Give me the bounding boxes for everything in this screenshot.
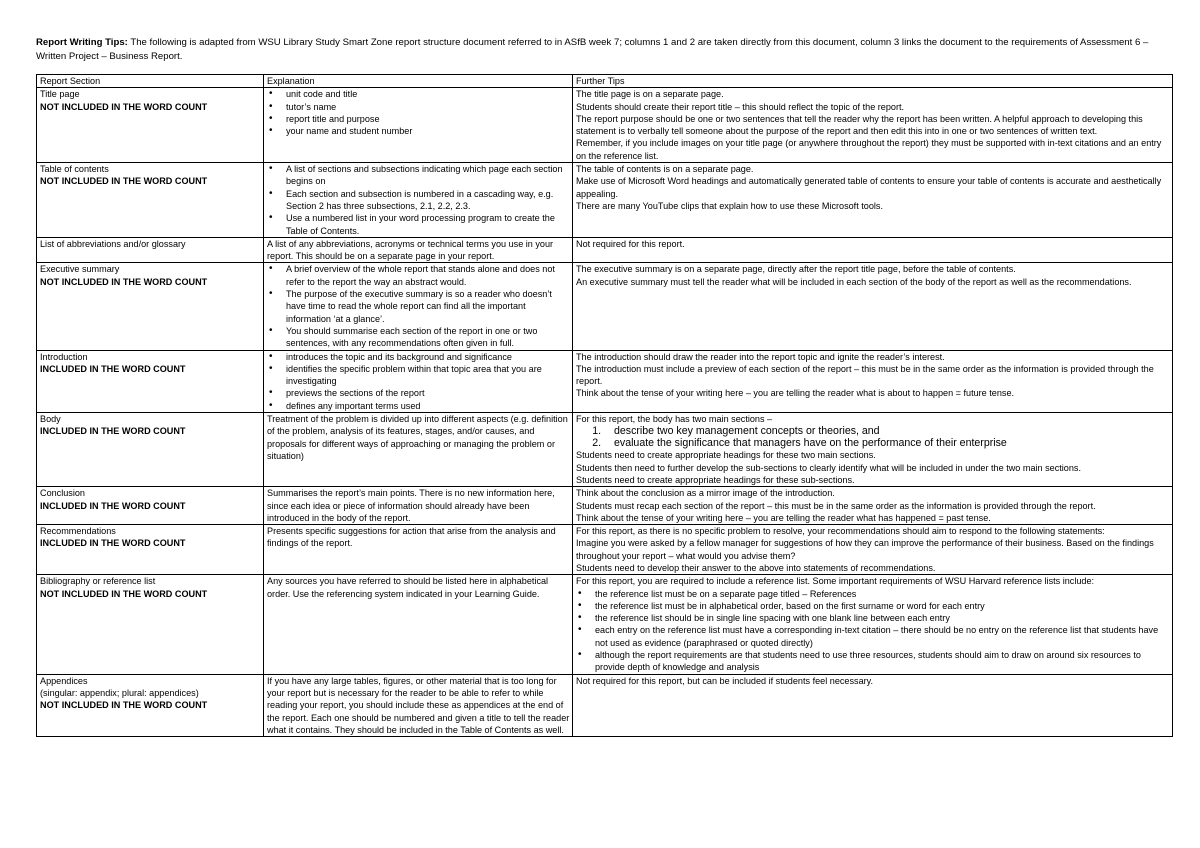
header-row <box>37 75 1173 88</box>
list-item: • the reference list must be on a separate page titled – References <box>595 588 1170 600</box>
table-body <box>37 75 1173 737</box>
tip-line: Not required for this report, but can be included if students feel necessary. <box>576 675 874 686</box>
tip-line: Students then need to further develop the sub-sections to clearly identify what will be included in under the two main sections. <box>576 462 1081 473</box>
list-item: • although the report requirements are that students need to use three resources, students should aim to draw on around six resources to provide depth of knowledge and analysis <box>595 649 1170 674</box>
word-count-note: INCLUDED IN THE WORD COUNT <box>40 426 186 437</box>
table-row <box>37 575 1173 674</box>
table-row <box>37 413 1173 487</box>
report-structure-table <box>36 74 1173 737</box>
list-item: • Use a numbered list in your word processing program to create the Table of Contents. <box>286 212 570 237</box>
section-name: List of abbreviations and/or glossary <box>40 238 186 249</box>
word-count-note: NOT INCLUDED IN THE WORD COUNT <box>40 276 208 287</box>
list-item: 2. evaluate the significance that managers have on the performance of their enterprise <box>604 437 1170 449</box>
explanation-cell <box>264 88 573 163</box>
tip-line: Remember, if you include images on your title page (or anywhere throughout the report) they must be supported with in-text citations and an entry on the reference list. <box>576 138 1162 161</box>
explanation-cell <box>264 674 573 736</box>
table-row <box>37 487 1173 525</box>
word-count-note: INCLUDED IN THE WORD COUNT <box>40 363 186 374</box>
intro-text: The following is adapted from WSU Library Study Smart Zone report structure document referred to in ASfB week 7; columns 1 and 2 are taken directly from this document, column 3 links the document to the requirements of Assessment 6 – Written Project – Business Report. <box>36 37 1149 62</box>
report-section-cell <box>37 163 264 238</box>
tip-line: For this report, the body has two main sections – <box>576 414 773 425</box>
tip-line: Students must recap each section of the report – this must be in the same order as the information is provided through the report. <box>576 500 1096 511</box>
list-item: • unit code and title <box>286 88 570 100</box>
tip-line: Think about the tense of your writing here – you are telling the reader what has happened = past tense. <box>576 512 991 523</box>
list-item: • the reference list must be in alphabetical order, based on the first surname or word for each entry <box>595 600 1170 612</box>
tip-line: The report purpose should be one or two sentences that tell the reader why the report has been written. A helpful approach to developing this statement is to verbally tell someone about the purpose of the report and then edit this into in one or two sentences of written text. <box>576 113 1143 137</box>
list-item: • introduces the topic and its background and significance <box>286 351 570 363</box>
header-further-tips: Further Tips <box>573 75 1173 88</box>
tip-line: An executive summary must tell the reader what will be included in each section of the body of the report as well as the recommendations. <box>576 276 1132 287</box>
header-explanation: Explanation <box>264 75 573 88</box>
tip-line: Students need to create appropriate headings for these two main sections. <box>576 450 876 461</box>
explanation-text: A list of any abbreviations, acronyms or technical terms you use in your report. This should be on a separate page in your report. <box>267 238 554 262</box>
word-count-note: NOT INCLUDED IN THE WORD COUNT <box>40 176 208 187</box>
explanation-list <box>267 263 570 349</box>
tip-line: Students should create their report title – this should reflect the topic of the report. <box>576 101 905 112</box>
word-count-note: INCLUDED IN THE WORD COUNT <box>40 538 186 549</box>
tip-line: The introduction should draw the reader into the report topic and ignite the reader’s interest. <box>576 351 945 362</box>
further-tips-cell <box>573 413 1173 487</box>
tip-line: Students need to develop their answer to the above into statements of recommendations. <box>576 562 936 573</box>
list-item: • previews the sections of the report <box>286 387 570 399</box>
further-tips-cell <box>573 525 1173 575</box>
further-tips-cell <box>573 163 1173 238</box>
table-row <box>37 237 1173 263</box>
report-section-cell <box>37 525 264 575</box>
explanation-text: Summarises the report’s main points. There is no new information here, since each idea or piece of information should already have been introduced in the body of the report. <box>267 488 555 523</box>
table-row <box>37 88 1173 163</box>
report-section-cell <box>37 575 264 674</box>
report-section-cell <box>37 487 264 525</box>
tip-line: Students need to create appropriate headings for these sub-sections. <box>576 474 855 485</box>
table-row <box>37 163 1173 238</box>
tip-line: For this report, as there is no specific problem to resolve, your recommendations should aim to respond to the following statements: <box>576 526 1105 537</box>
explanation-text: Treatment of the problem is divided up into different aspects (e.g. definition of the problem, analysis of its features, stages, and/or causes, and proposals for different ways of approaching or managing the problem or situation) <box>267 414 568 461</box>
explanation-cell <box>264 413 573 487</box>
explanation-cell <box>264 237 573 263</box>
word-count-note: INCLUDED IN THE WORD COUNT <box>40 500 186 511</box>
report-section-cell <box>37 263 264 350</box>
section-name: Conclusion <box>40 488 85 499</box>
section-name: Appendices <box>40 675 88 686</box>
list-item: • Each section and subsection is numbered in a cascading way, e.g. Section 2 has three subsections, 2.1, 2.2, 2.3. <box>286 188 570 213</box>
explanation-list <box>267 163 570 237</box>
list-item: • the reference list should be in single line spacing with one blank line between each entry <box>595 612 1170 624</box>
header-report-section: Report Section <box>37 75 264 88</box>
further-tips-cell <box>573 88 1173 163</box>
word-count-note: NOT INCLUDED IN THE WORD COUNT <box>40 588 208 599</box>
tip-line: Make use of Microsoft Word headings and automatically generated table of contents to ensure your table of contents is accurate and aesthetically appealing. <box>576 176 1162 199</box>
explanation-cell <box>264 525 573 575</box>
report-section-cell <box>37 237 264 263</box>
report-section-cell <box>37 413 264 487</box>
list-item: • report title and purpose <box>286 113 570 125</box>
section-name: Introduction <box>40 351 88 362</box>
tips-bullet-list <box>576 588 1170 674</box>
section-name: Bibliography or reference list <box>40 576 156 587</box>
tips-numbered-list <box>576 425 1170 449</box>
further-tips-cell <box>573 263 1173 350</box>
further-tips-cell <box>573 674 1173 736</box>
report-section-cell <box>37 88 264 163</box>
explanation-cell <box>264 163 573 238</box>
report-section-cell <box>37 674 264 736</box>
tip-line: The table of contents is on a separate page. <box>576 164 754 175</box>
intro-paragraph <box>36 36 1172 64</box>
further-tips-cell <box>573 575 1173 674</box>
tip-line: For this report, you are required to include a reference list. Some important requirements of WSU Harvard reference lists include: <box>576 576 1095 587</box>
list-item: • each entry on the reference list must have a corresponding in-text citation – there should be no entry on the reference list that students have not used as evidence (paraphrased or quoted directly) <box>595 624 1170 649</box>
tip-line: The introduction must include a preview of each section of the report – this must be in the same order as the information is provided through the report. <box>576 363 1154 387</box>
explanation-text: If you have any large tables, figures, or other material that is too long for your report but is necessary for the reader to be able to refer to while reading your report, you should include these as appendices at the end of the report. Each one should be numbered and given a title to tell the reader what it contains. They should be included in the Table of Contents as well. <box>267 675 570 735</box>
word-count-note: NOT INCLUDED IN THE WORD COUNT <box>40 700 208 711</box>
list-item: • defines any important terms used <box>286 400 570 412</box>
tip-line: Imagine you were asked by a fellow manager for suggestions of how they can improve the performance of their business. Based on the findings throughout your report – what would you advise them? <box>576 538 1154 561</box>
tip-line: Think about the conclusion as a mirror image of the introduction. <box>576 488 835 499</box>
list-item: • The purpose of the executive summary is so a reader who doesn’t have time to read the whole report can find all the important information ‘at a glance’. <box>286 288 570 325</box>
table-row <box>37 263 1173 350</box>
table-row <box>37 674 1173 736</box>
explanation-cell <box>264 487 573 525</box>
list-item: • You should summarise each section of the report in one or two sentences, with any recommendations often given in full. <box>286 325 570 350</box>
tip-line: The executive summary is on a separate page, directly after the report title page, before the table of contents. <box>576 264 1016 275</box>
explanation-text: Presents specific suggestions for action that arise from the analysis and findings of the report. <box>267 526 556 549</box>
section-name: Table of contents <box>40 164 109 175</box>
section-name: Body <box>40 414 61 425</box>
word-count-note: NOT INCLUDED IN THE WORD COUNT <box>40 101 208 112</box>
further-tips-cell <box>573 350 1173 412</box>
list-item: • tutor’s name <box>286 101 570 113</box>
list-item: • A list of sections and subsections indicating which page each section begins on <box>286 163 570 188</box>
intro-label: Report Writing Tips: <box>36 37 128 48</box>
list-item: 1. describe two key management concepts or theories, and <box>604 425 1170 437</box>
explanation-list <box>267 88 570 137</box>
further-tips-cell <box>573 237 1173 263</box>
list-item: • your name and student number <box>286 125 570 137</box>
explanation-text: Any sources you have referred to should be listed here in alphabetical order. Use the referencing system indicated in your Learning Guide. <box>267 576 549 599</box>
further-tips-cell <box>573 487 1173 525</box>
tip-line: There are many YouTube clips that explain how to use these Microsoft tools. <box>576 200 883 211</box>
tip-line: Not required for this report. <box>576 238 685 249</box>
table-row <box>37 350 1173 412</box>
section-name: Title page <box>40 89 80 100</box>
list-item: • A brief overview of the whole report that stands alone and does not refer to the report the way an abstract would. <box>286 263 570 288</box>
table-row <box>37 525 1173 575</box>
explanation-list <box>267 351 570 412</box>
section-name: Executive summary <box>40 264 120 275</box>
explanation-cell <box>264 350 573 412</box>
section-name: Recommendations <box>40 526 116 537</box>
tip-line: The title page is on a separate page. <box>576 89 724 100</box>
report-section-cell <box>37 350 264 412</box>
explanation-cell <box>264 575 573 674</box>
explanation-cell <box>264 263 573 350</box>
tip-line: Think about the tense of your writing here – you are telling the reader what is about to happen = future tense. <box>576 388 1015 399</box>
section-subtitle: (singular: appendix; plural: appendices) <box>40 687 199 698</box>
list-item: • identifies the specific problem within that topic area that you are investigating <box>286 363 570 388</box>
document-page <box>36 36 1172 737</box>
